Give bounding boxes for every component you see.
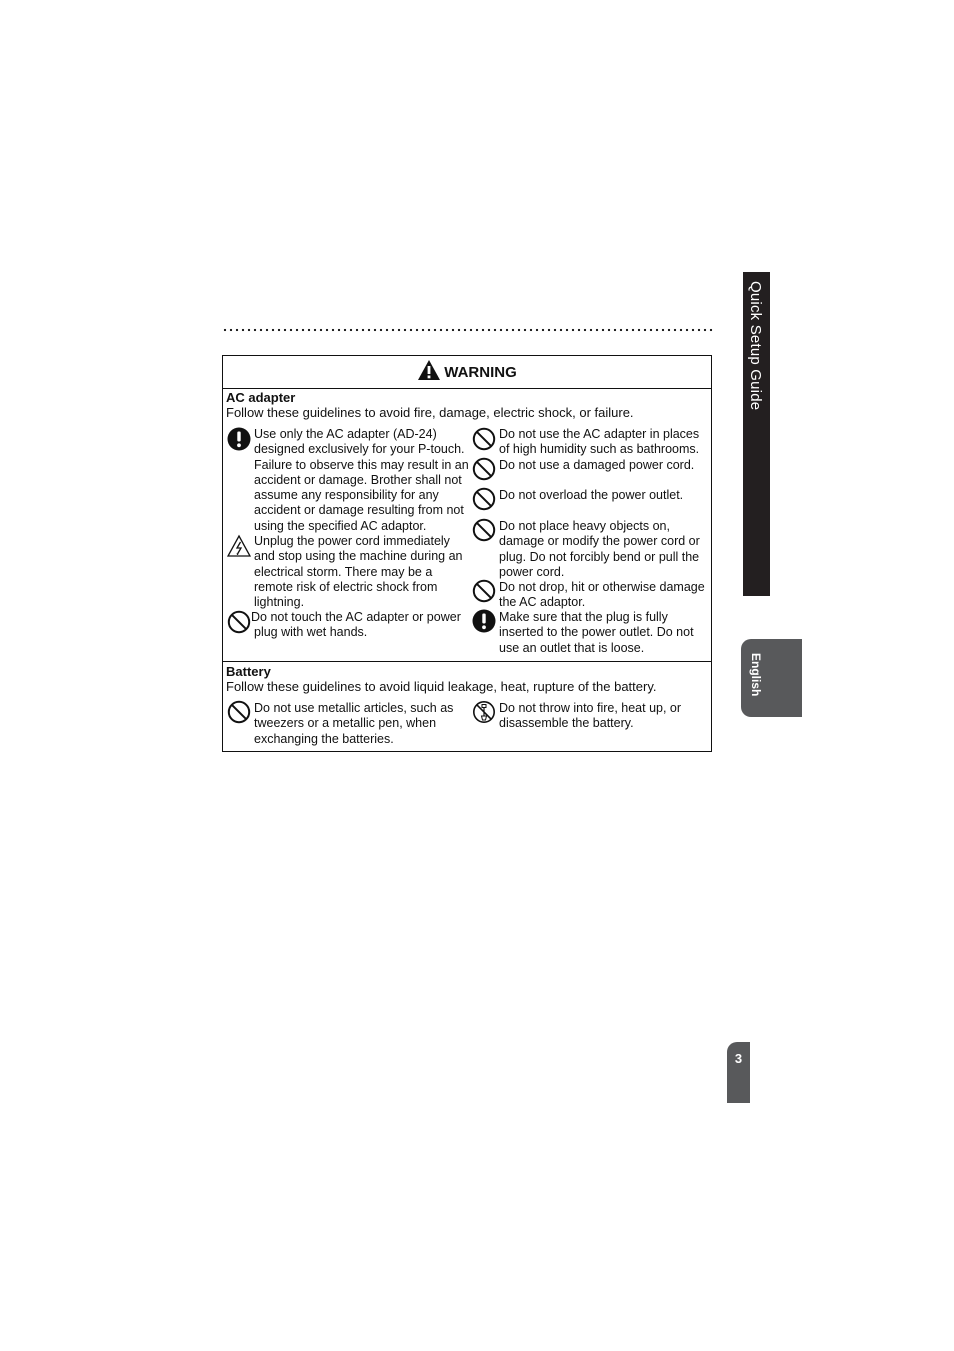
text-line: Unplug the power cord immediately <box>254 534 450 548</box>
ac-adapter-title: AC adapter <box>226 390 296 405</box>
battery-intro: Follow these guidelines to avoid liquid leakage, heat, rupture of the battery. <box>226 679 657 694</box>
ac-right-item-5 <box>499 580 705 611</box>
section-divider <box>223 661 711 662</box>
warning-title: WARNING <box>444 363 517 381</box>
text-line: Do not use metallic articles, such as <box>254 701 454 715</box>
side-tab-language <box>741 639 802 717</box>
exclamation-icon <box>227 427 251 451</box>
text-line: of high humidity such as bathrooms. <box>499 442 700 457</box>
text-line: inserted to the power outlet. Do not <box>499 625 694 640</box>
side-tab-language-label: English <box>749 653 763 697</box>
text-line: exchanging the batteries. <box>254 731 394 746</box>
text-line: accident or damage resulting from not <box>254 503 464 518</box>
text-line: disassemble the battery. <box>499 716 634 731</box>
text-line: electrical storm. There may be a <box>254 564 433 579</box>
ac-right-item-2 <box>499 458 694 473</box>
text-line: remote risk of electric shock from <box>254 579 438 594</box>
text-line: tweezers or a metallic pen, when <box>254 716 437 731</box>
ac-right-item-3 <box>499 488 683 503</box>
text-line: lightning. <box>254 595 305 610</box>
text-line: assume any responsibility for any <box>254 488 439 503</box>
warning-box <box>222 355 712 752</box>
text-line: the AC adaptor. <box>499 595 586 610</box>
side-tab-quick-setup-guide <box>743 272 770 596</box>
text-line: plug with wet hands. <box>254 625 368 640</box>
text-line: Do not place heavy objects on, <box>499 519 670 533</box>
exclamation-icon <box>472 609 496 633</box>
text-line: Use only the AC adapter (AD-24) <box>254 427 437 441</box>
text-line: Do not overload the power outlet. <box>499 488 684 502</box>
text-line: using the specified AC adaptor. <box>254 518 427 533</box>
prohibition-icon <box>227 610 251 634</box>
ac-left-item-2 <box>254 534 462 610</box>
battery-right-item-1 <box>499 701 681 732</box>
text-line: power cord. <box>499 564 565 579</box>
ac-right-item-6 <box>499 610 694 656</box>
no-disassemble-icon <box>472 700 496 724</box>
page-number-tab <box>727 1042 750 1103</box>
prohibition-icon <box>472 487 496 511</box>
ac-right-item-4 <box>499 519 700 580</box>
text-line: Failure to observe this may result in an <box>254 457 469 472</box>
text-line: designed exclusively for your P-touch. <box>254 442 465 457</box>
text-line: Do not touch the AC adapter or power <box>251 610 461 624</box>
ac-left-item-1 <box>254 427 469 534</box>
prohibition-icon <box>472 457 496 481</box>
text-line: and stop using the machine during an <box>254 549 463 564</box>
text-line: use an outlet that is loose. <box>499 640 645 655</box>
lightning-warning-icon <box>227 534 251 558</box>
prohibition-icon <box>227 700 251 724</box>
battery-left-item-1 <box>254 701 453 747</box>
ac-left-item-3 <box>251 610 461 641</box>
text-line: Do not drop, hit or otherwise damage <box>499 580 705 594</box>
prohibition-icon <box>472 427 496 451</box>
text-line: Do not use a damaged power cord. <box>499 458 695 472</box>
ac-right-item-1 <box>499 427 699 458</box>
text-line: Do not use the AC adapter in places <box>499 427 700 441</box>
warning-header <box>223 356 711 389</box>
battery-title: Battery <box>226 664 271 679</box>
text-line: Make sure that the plug is fully <box>499 610 668 624</box>
prohibition-icon <box>472 518 496 542</box>
dotted-separator <box>222 327 714 333</box>
text-line: Do not throw into fire, heat up, or <box>499 701 682 715</box>
warning-triangle-icon <box>417 359 441 386</box>
side-tab-guide-label: Quick Setup Guide <box>747 281 764 411</box>
ac-adapter-intro: Follow these guidelines to avoid fire, damage, electric shock, or failure. <box>226 405 634 420</box>
page-number: 3 <box>734 1051 743 1066</box>
text-line: damage or modify the power cord or <box>499 534 700 549</box>
text-line: plug. Do not forcibly bend or pull the <box>499 549 700 564</box>
text-line: accident or damage. Brother shall not <box>254 472 462 487</box>
prohibition-icon <box>472 579 496 603</box>
